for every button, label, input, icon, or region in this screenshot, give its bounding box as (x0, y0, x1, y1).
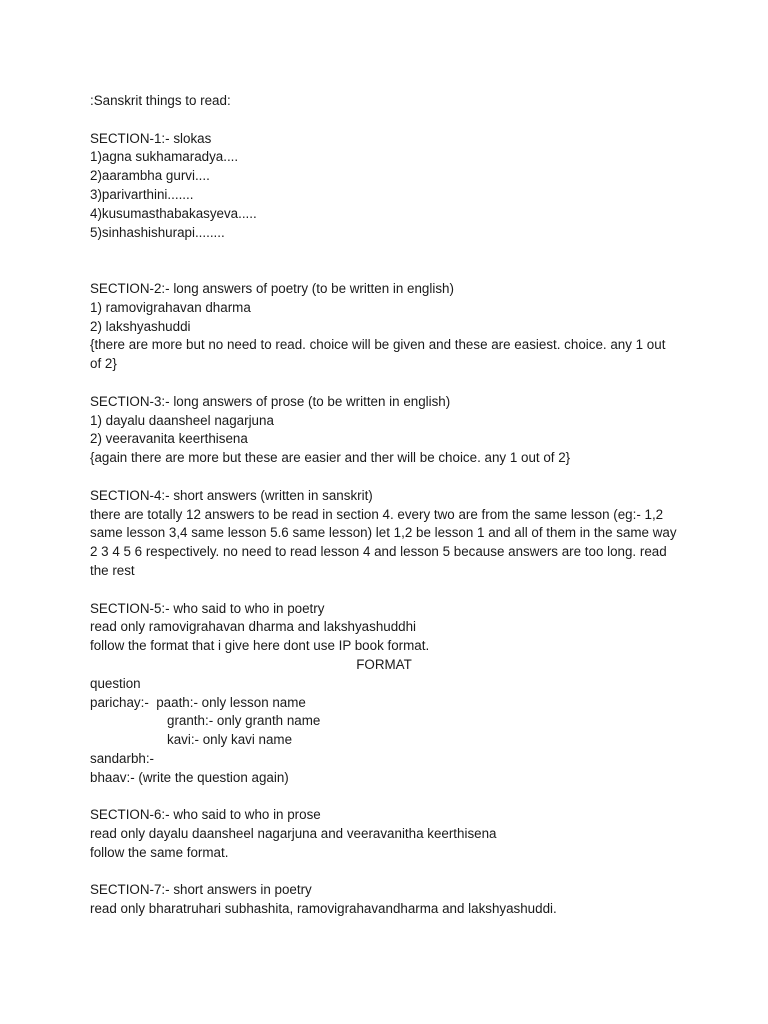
section-line: follow the same format. (90, 844, 229, 860)
section-heading: SECTION-7:- short answers in poetry (90, 882, 312, 898)
section-7 (90, 881, 678, 919)
section-note: {again there are more but these are easier and ther will be choice. any 1 out of 2} (90, 450, 571, 466)
list-item: 3)parivarthini....... (90, 186, 194, 202)
section-heading: SECTION-2:- long answers of poetry (to be written in english) (90, 280, 454, 296)
spacer (90, 468, 678, 487)
section-2 (90, 280, 678, 374)
section-line: read only dayalu daansheel nagarjuna and veeravanitha keerthisena (90, 826, 497, 842)
section-3 (90, 393, 678, 468)
format-line: question (90, 675, 141, 691)
section-paragraph: there are totally 12 answers to be read in section 4. every two are from the same lesson (eg:- 1,2 same lesson 3,4 same lesson 5.6 same lesson) let 1,2 be lesson 1 and all of them in the same way 2 3 4 5 6 respectively. no need to read lesson 4 and lesson 5 because answers are too long. read the rest (90, 506, 681, 578)
section-4 (90, 487, 681, 581)
format-title: FORMAT (356, 656, 412, 672)
spacer (90, 242, 678, 280)
section-heading: SECTION-4:- short answers (written in sanskrit) (90, 487, 373, 503)
section-line: follow the format that i give here dont use IP book format. (90, 638, 430, 654)
format-line-indented: kavi:- only kavi name (167, 732, 293, 748)
list-item: 1) dayalu daansheel nagarjuna (90, 412, 274, 428)
list-item: 5)sinhashishurapi........ (90, 224, 225, 240)
format-line-indented: granth:- only granth name (167, 713, 321, 729)
section-5 (90, 600, 678, 788)
format-line: sandarbh:- (90, 750, 155, 766)
section-heading: SECTION-1:- slokas (90, 130, 212, 146)
list-item: 2) veeravanita keerthisena (90, 431, 248, 447)
spacer (90, 374, 678, 393)
section-line: read only bharatruhari subhashita, ramovigrahavandharma and lakshyashuddi. (90, 901, 557, 917)
list-item: 2)aarambha gurvi.... (90, 168, 210, 184)
document-body (90, 92, 681, 919)
spacer (90, 787, 678, 806)
document-title: :Sanskrit things to read: (90, 93, 231, 108)
section-heading: SECTION-3:- long answers of prose (to be written in english) (90, 393, 451, 409)
section-note: {there are more but no need to read. choice will be given and these are easiest. choice. any 1 out of 2} (90, 337, 670, 372)
spacer (90, 111, 678, 130)
section-line: read only ramovigrahavan dharma and lakshyashuddhi (90, 619, 417, 635)
list-item: 1)agna sukhamaradya.... (90, 149, 239, 165)
list-item: 1) ramovigrahavan dharma (90, 299, 251, 315)
spacer (90, 581, 678, 600)
section-6 (90, 806, 678, 862)
format-line: parichay:- paath:- only lesson name (90, 694, 306, 710)
section-heading: SECTION-5:- who said to who in poetry (90, 600, 325, 616)
format-line: bhaav:- (write the question again) (90, 769, 289, 785)
section-1 (90, 130, 678, 243)
spacer (90, 863, 678, 882)
section-heading: SECTION-6:- who said to who in prose (90, 807, 321, 823)
list-item: 2) lakshyashuddi (90, 318, 191, 334)
list-item: 4)kusumasthabakasyeva..... (90, 205, 257, 221)
